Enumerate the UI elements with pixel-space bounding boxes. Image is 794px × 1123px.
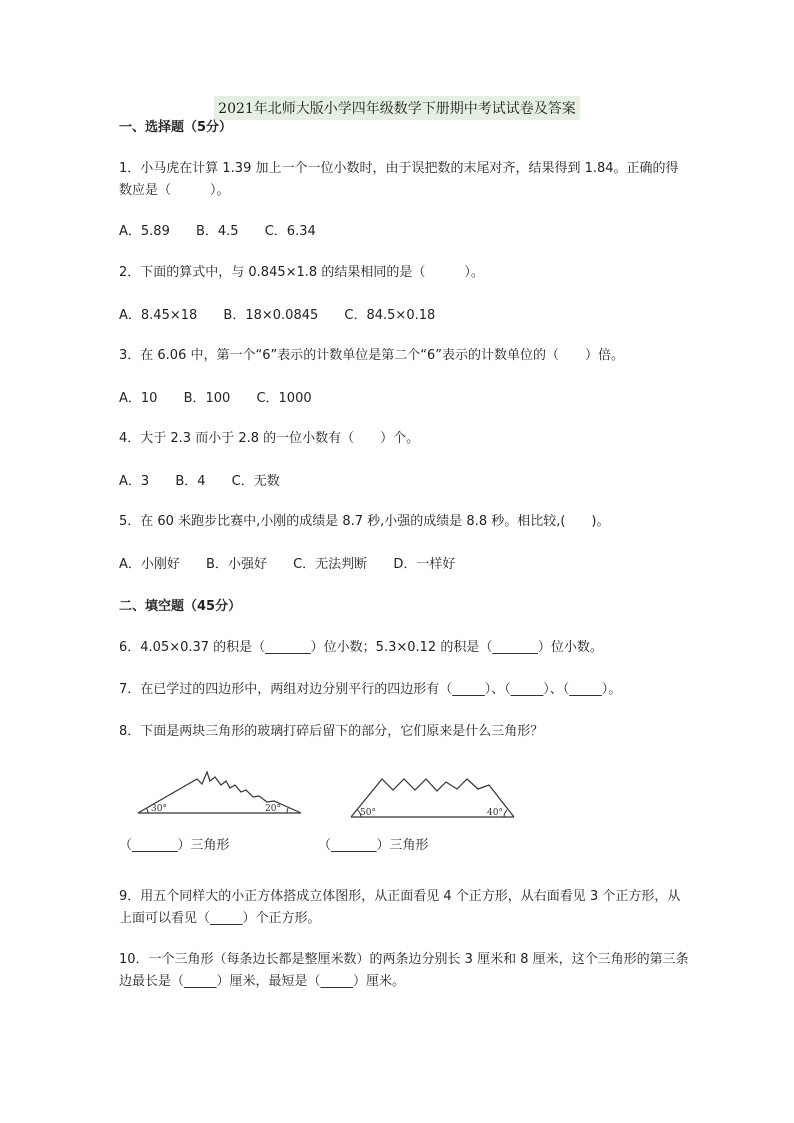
option-a: A．10	[119, 391, 158, 406]
page-title: 2021年北师大版小学四年级数学下册期中考试试卷及答案	[214, 96, 580, 120]
option-a: A．3	[119, 474, 150, 489]
question-4: 4．大于 2.3 而小于 2.8 的一位小数有（ ）个。	[119, 431, 420, 446]
section-heading-choice: 一、选择题（5分）	[119, 120, 233, 135]
option-c: C．无数	[231, 474, 280, 489]
question-10: 10．一个三角形（每条边长都是整厘米数）的两条边分别长 3 厘米和 8 厘米，这个三角形的第三条边最长是（_____）厘米，最短是（_____）厘米。	[119, 952, 689, 989]
question-5-options	[119, 555, 477, 575]
question-1: 1．小马虎在计算 1.39 加上一个一位小数时，由于误把数的末尾对齐，结果得到 1.84。正确的得数应是（ ）。	[119, 161, 679, 198]
option-c: C．无法判断	[293, 557, 368, 572]
option-a: A．5.89	[119, 224, 170, 239]
figure-1-answer: （_______）三角形	[119, 838, 230, 853]
section-heading-fill: 二、填空题（45分）	[119, 599, 242, 614]
angle-label-right: 40°	[487, 808, 503, 818]
question-3: 3．在 6.06 中，第一个“6”表示的计数单位是第二个“6”表示的计数单位的（ ）倍。	[119, 348, 624, 363]
figure-2-answer: （_______）三角形	[318, 838, 429, 853]
option-b: B．4.5	[195, 224, 239, 239]
broken-triangle-figure-2	[349, 773, 519, 823]
angle-label-right: 20°	[265, 804, 281, 814]
question-2: 2．下面的算式中，与 0.845×1.8 的结果相同的是（ ）。	[119, 265, 484, 280]
question-7: 7．在已学过的四边形中，两组对边分别平行的四边形有（_____）、（_____）、（_____）。	[119, 682, 622, 697]
question-5: 5．在 60 米跑步比赛中,小刚的成绩是 8.7 秒,小强的成绩是 8.8 秒。相比较,( )。	[119, 514, 610, 529]
option-a: A．小刚好	[119, 557, 180, 572]
option-b: B．100	[183, 391, 231, 406]
angle-label-left: 50°	[360, 808, 376, 818]
question-8: 8．下面是两块三角形的玻璃打碎后留下的部分，它们原来是什么三角形？	[119, 724, 544, 739]
option-b: B．小强好	[206, 557, 267, 572]
option-d: D．一样好	[393, 557, 456, 572]
option-c: C．1000	[256, 391, 312, 406]
question-6: 6．4.05×0.37 的积是（_______）位小数；5.3×0.12 的积是（_______）位小数。	[119, 640, 603, 655]
option-c: C．6.34	[264, 224, 316, 239]
option-b: B．18×0.0845	[223, 308, 319, 323]
question-2-options	[119, 306, 457, 326]
option-b: B．4	[175, 474, 206, 489]
angle-label-left: 30°	[151, 804, 167, 814]
question-4-options	[119, 472, 302, 492]
question-1-options	[119, 222, 338, 242]
option-c: C．84.5×0.18	[344, 308, 436, 323]
option-a: A．8.45×18	[119, 308, 198, 323]
broken-triangle-figure-1	[135, 770, 305, 822]
question-3-options	[119, 389, 334, 409]
question-9: 9．用五个同样大的小正方体搭成立体图形，从正面看见 4 个正方形，从右面看见 3 个正方形，从上面可以看见（_____）个正方形。	[119, 889, 681, 926]
